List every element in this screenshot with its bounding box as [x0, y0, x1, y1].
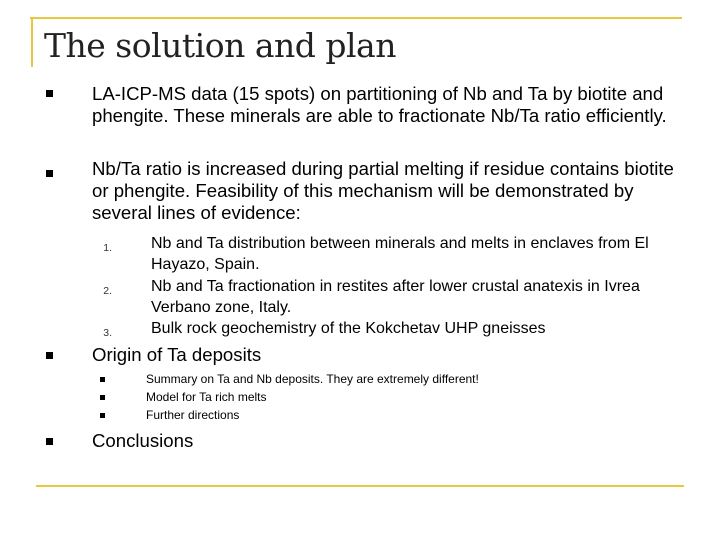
- numbered-item-3: Bulk rock geochemistry of the Kokchetav UHP gneisses: [151, 320, 546, 337]
- bullet-text-1: LA-ICP-MS data (15 spots) on partitioning of Nb and Ta by biotite and phengite. These minerals are able to fractionate Nb/Ta ratio efficiently.: [92, 83, 667, 126]
- number-marker-3: 3.: [103, 327, 112, 339]
- left-rule: [31, 17, 33, 67]
- top-rule: [30, 17, 682, 19]
- sub-bullet-marker: [100, 413, 105, 418]
- bottom-rule: [36, 485, 684, 487]
- bullet-marker: [46, 90, 53, 97]
- sub-bullet-marker: [100, 377, 105, 382]
- number-marker-1: 1.: [103, 242, 112, 254]
- bullet-marker: [46, 352, 53, 359]
- conclusions-item: Conclusions: [92, 430, 194, 451]
- numbered-item-2: Nb and Ta fractionation in restites after lower crustal anatexis in Ivrea Verbano zone, Italy.: [151, 278, 640, 316]
- numbered-item-1: Nb and Ta distribution between minerals and melts in enclaves from El Hayazo, Spain.: [151, 235, 649, 273]
- sub-item-1: Summary on Ta and Nb deposits. They are extremely different!: [146, 372, 479, 386]
- bullet-marker: [46, 438, 53, 445]
- bullet-marker: [46, 170, 53, 177]
- sub-item-3: Further directions: [146, 408, 240, 422]
- origin-heading: Origin of Ta deposits: [92, 344, 262, 365]
- sub-item-2: Model for Ta rich melts: [146, 390, 267, 404]
- number-marker-2: 2.: [103, 285, 112, 297]
- sub-bullet-marker: [100, 395, 105, 400]
- slide-title: The solution and plan: [44, 26, 396, 65]
- bullet-text-2: Nb/Ta ratio is increased during partial melting if residue contains biotite or phengite. Feasibility of this mechanism will be demonstrated by several lines of evidence:: [92, 158, 674, 223]
